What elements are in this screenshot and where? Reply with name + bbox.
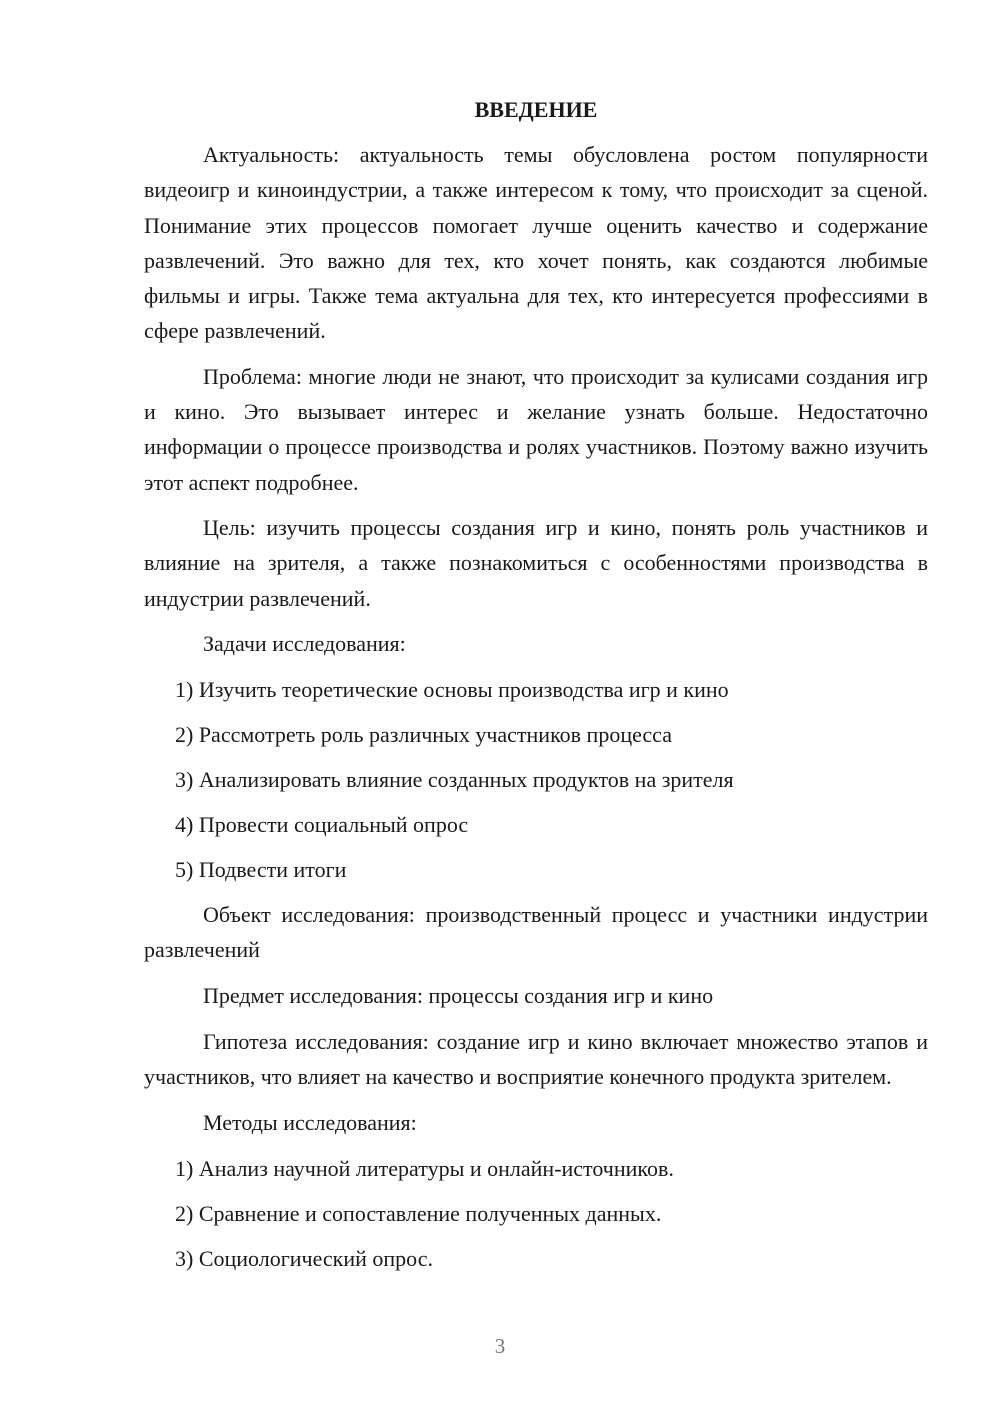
problem-paragraph: Проблема: многие люди не знают, что происходит за кулисами создания игр и кино. Это вызывает интерес и желание узнать больше. Недостаточно информации о процессе производства и ролях участников. Поэтому важно изучить этот аспект подробнее. bbox=[144, 363, 928, 495]
list-item: 2) Рассмотреть роль различных участников процесса bbox=[175, 722, 672, 748]
list-item: 1) Изучить теоретические основы производства игр и кино bbox=[175, 677, 729, 703]
list-item: 5) Подвести итоги bbox=[175, 857, 347, 883]
hypothesis-paragraph: Гипотеза исследования: создание игр и кино включает множество этапов и участников, что влияет на качество и восприятие конечного продукта зрителем. bbox=[144, 1029, 928, 1090]
list-item: 3) Социологический опрос. bbox=[175, 1245, 433, 1271]
subject-paragraph: Предмет исследования: процессы создания игр и кино bbox=[203, 982, 714, 1008]
methods-list bbox=[144, 1151, 928, 1276]
page-title: ВВЕДЕНИЕ bbox=[474, 97, 598, 122]
goal-paragraph: Цель: изучить процессы создания игр и кино, понять роль участников и влияние на зрителя, а также познакомиться с особенностями производства в индустрии развлечений. bbox=[144, 514, 928, 611]
list-item: 4) Провести социальный опрос bbox=[175, 812, 469, 838]
list-item: 1) Анализ научной литературы и онлайн-источников. bbox=[175, 1155, 674, 1181]
methods-heading: Методы исследования: bbox=[203, 1109, 417, 1135]
list-item: 2) Сравнение и сопоставление полученных данных. bbox=[175, 1200, 662, 1226]
page-number: 3 bbox=[494, 1334, 506, 1358]
tasks-heading: Задачи исследования: bbox=[203, 630, 406, 656]
tasks-list bbox=[144, 672, 928, 887]
relevance-paragraph: Актуальность: актуальность темы обусловлена ростом популярности видеоигр и киноиндустрии, а также интересом к тому, что происходит за сценой. Понимание этих процессов помогает лучше оценить качество и содержание развлечений. Это важно для тех, кто хочет понять, как создаются любимые фильмы и игры. Также тема актуальна для тех, кто интересуется профессиями в сфере развлечений. bbox=[144, 142, 928, 344]
document-page bbox=[144, 92, 928, 1286]
list-item: 3) Анализировать влияние созданных продуктов на зрителя bbox=[175, 767, 734, 793]
object-paragraph: Объект исследования: производственный процесс и участники индустрии развлечений bbox=[144, 902, 928, 963]
